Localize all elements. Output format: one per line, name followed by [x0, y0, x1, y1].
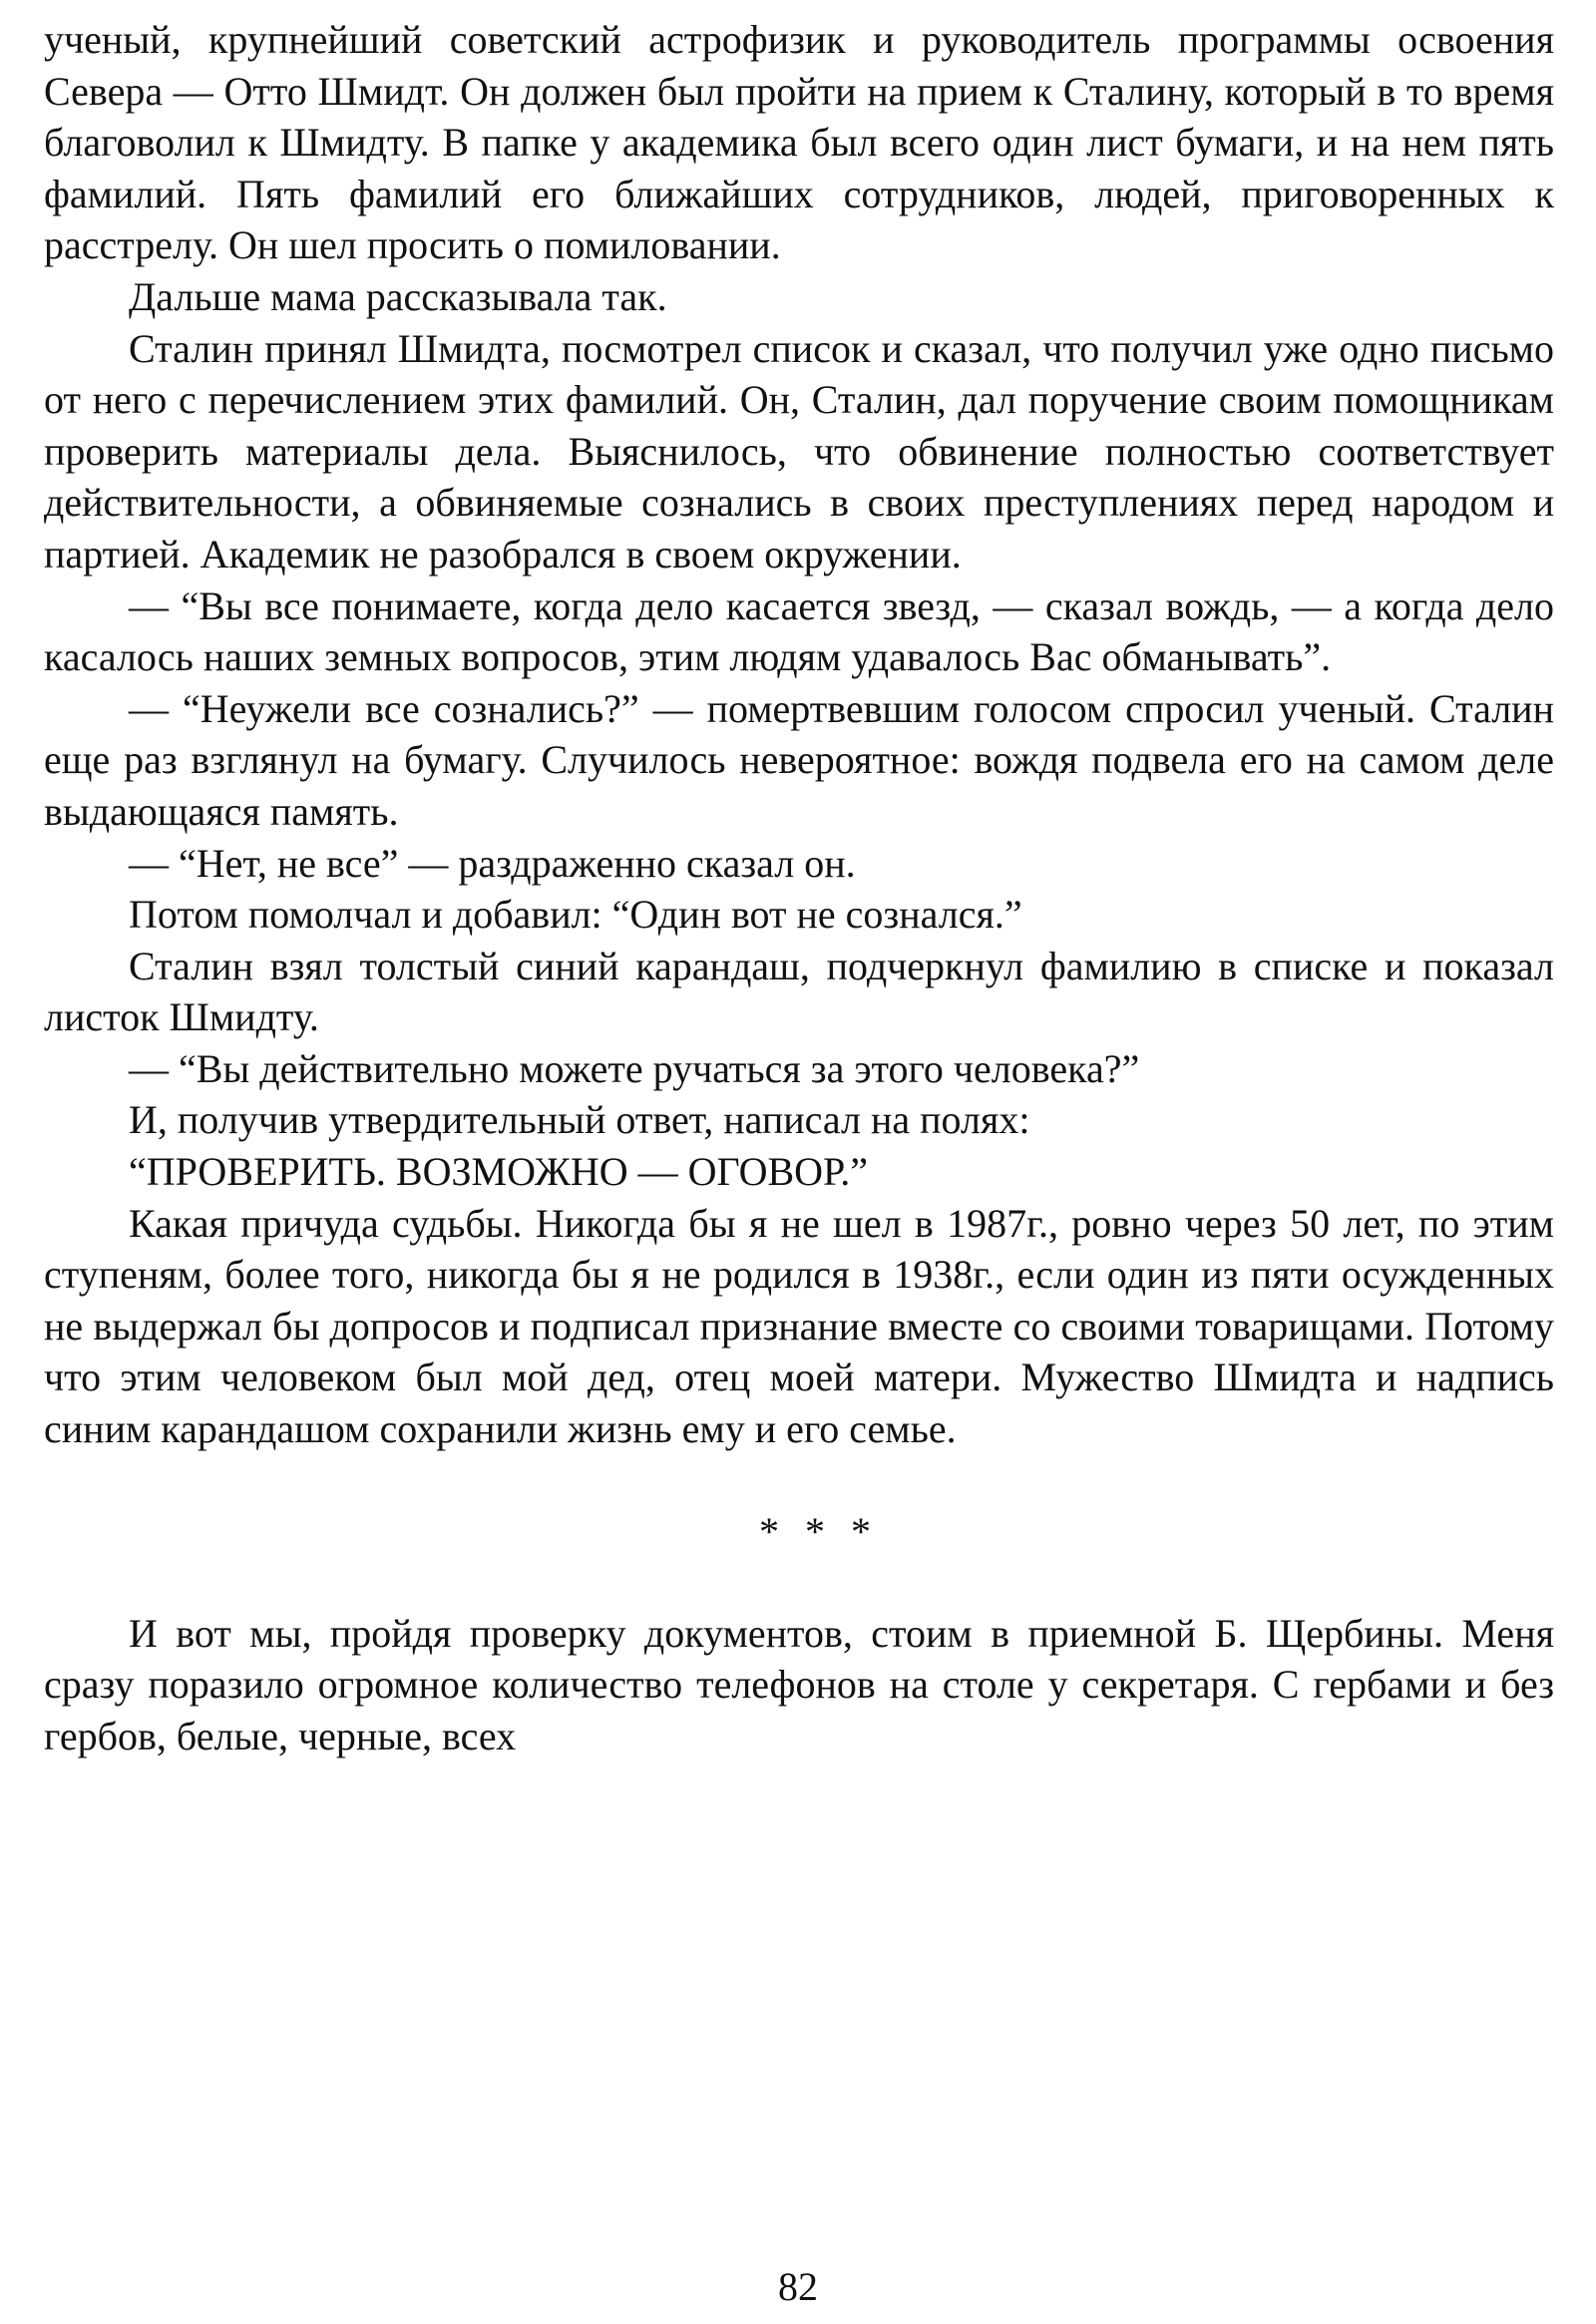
- paragraph-schmidt-intro: ученый, крупнейший советский астрофизик и руководитель программы освоения Севера — Отто Шмидт. Он должен был пройти на прием к Сталину, который в то время благоволил к Шмидту. В папке у академика был всего один лист бумаги, и на нем пять фамилий. Пять фамилий его ближайших сотрудников, людей, приговоренных к расстрелу. Он шел просить о помиловании.: [44, 17, 1554, 268]
- paragraph-all-confessed: — “Неужели все сознались?” — помертвевшим голосом спросил ученый. Сталин еще раз взглянул на бумагу. Случилось невероятное: вождя подвела его на самом деле выдающаяся память.: [44, 685, 1554, 834]
- paragraph-vouch-question: — “Вы действительно можете ручаться за этого человека?”: [129, 1045, 1140, 1091]
- page-number: 82: [778, 2264, 818, 2309]
- paragraph-blue-pencil: Сталин взял толстый синий карандаш, подчеркнул фамилию в списке и показал листок Шмидту.: [44, 943, 1554, 1040]
- section-separator: * * *: [759, 1508, 879, 1554]
- paragraph-margin-note: “ПРОВЕРИТЬ. ВОЗМОЖНО — ОГОВОР.”: [129, 1149, 869, 1195]
- section-spacer: [44, 1562, 1554, 1608]
- paragraph-whim-of-fate: Какая причуда судьбы. Никогда бы я не шел в 1987г., ровно через 50 лет, по этим ступеням, более того, никогда бы я не родился в 1938г., если один из пяти осужденных не выдержал бы допросов и подписал признание вместе со своими товарищами. Потому что этим человеком был мой дед, отец моей матери. Мужество Шмидта и надпись синим карандашом сохранили жизнь ему и его семье.: [44, 1200, 1554, 1452]
- paragraph-not-all: — “Нет, не все” — раздраженно сказал он.: [129, 840, 856, 886]
- book-page: [44, 14, 1554, 2308]
- paragraph-mother-told: Дальше мама рассказывала так.: [129, 273, 667, 319]
- paragraph-stalin-received: Сталин принял Шмидта, посмотрел список и сказал, что получил уже одно письмо от него с перечислением этих фамилий. Он, Сталин, дал поручение своим помощникам проверить материалы дела. Выяснилось, что обвинение полностью соответствует действительности, а обвиняемые сознались в своих преступлениях перед народом и партией. Академик не разобрался в своем окружении.: [44, 325, 1554, 577]
- paragraph-shcherbina-reception: И вот мы, пройдя проверку документов, стоим в приемной Б. Щербины. Меня сразу поразило огромное количество телефонов на столе у секретаря. С гербами и без гербов, белые, черные, всех: [44, 1610, 1554, 1758]
- paragraph-one-not-confessed: Потом помолчал и добавил: “Один вот не сознался.”: [129, 892, 1022, 938]
- paragraph-stars-quote: — “Вы все понимаете, когда дело касается звезд, — сказал вождь, — а когда дело касалось наших земных вопросов, этим людям удавалось Вас обманывать”.: [44, 582, 1554, 680]
- paragraph-wrote-margin: И, получив утвердительный ответ, написал на полях:: [129, 1097, 1030, 1143]
